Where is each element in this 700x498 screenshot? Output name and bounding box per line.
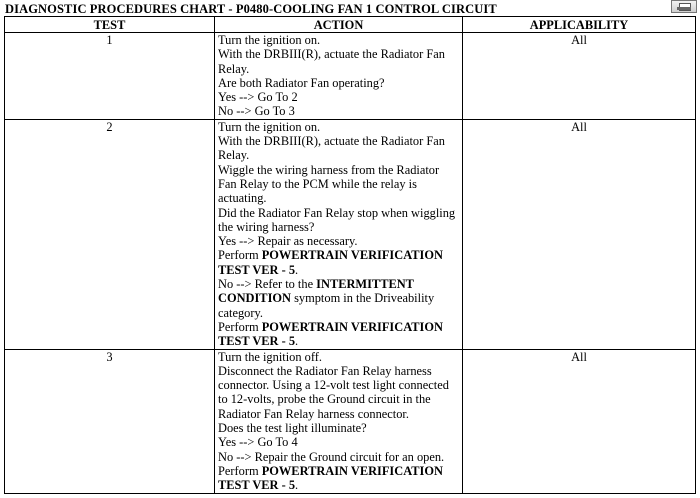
test-number: 1 — [5, 33, 215, 120]
action-step — [218, 248, 459, 277]
action-text: Wiggle the wiring harness from the Radiator Fan Relay to the PCM while the relay is actuating. — [218, 162, 440, 206]
action-cell — [215, 33, 463, 120]
action-step — [218, 234, 459, 248]
action-step — [218, 277, 459, 320]
action-text: With the DRBIII(R), actuate the Radiator Fan Relay. — [218, 47, 445, 76]
action-text: Yes --> Go To 2 — [218, 90, 298, 105]
table-row — [5, 119, 696, 349]
action-text: Yes --> Go To 4 — [218, 435, 298, 450]
action-text: Disconnect the Radiator Fan Relay harness connector. Using a 12-volt test light connected to 12-volts, probe the Ground circuit in the Radiator Fan Relay harness connector. — [218, 363, 449, 421]
table-row — [5, 349, 696, 493]
bold-reference: POWERTRAIN VERIFICATION TEST VER - 5 — [218, 463, 443, 493]
action-step — [218, 364, 459, 421]
action-text: symptom in the Driveability category. — [218, 291, 435, 320]
test-number: 2 — [5, 119, 215, 349]
action-text: Turn the ignition on. — [218, 119, 321, 134]
action-step — [218, 33, 459, 47]
action-text: . — [295, 334, 299, 349]
action-cell — [215, 349, 463, 493]
action-text: Perform — [218, 248, 262, 263]
action-text: Are both Radiator Fan operating? — [218, 75, 385, 90]
action-text: No --> Go To 3 — [218, 104, 295, 119]
action-text: No --> Refer to the — [218, 277, 317, 292]
action-cell — [215, 119, 463, 349]
action-text: Turn the ignition on. — [218, 33, 321, 47]
action-step — [218, 120, 459, 134]
applicability-cell: All — [463, 349, 696, 493]
bold-reference: POWERTRAIN VERIFICATION TEST VER - 5 — [218, 248, 443, 277]
bold-reference: INTERMITTENT CONDITION — [218, 277, 414, 306]
action-step — [218, 206, 459, 235]
applicability-column-header: APPLICABILITY — [463, 17, 696, 33]
action-text: No --> Repair the Ground circuit for an open. — [218, 449, 445, 464]
action-step — [218, 450, 459, 464]
applicability-cell: All — [463, 119, 696, 349]
action-step — [218, 76, 459, 90]
action-step — [218, 435, 459, 449]
action-text: Yes --> Repair as necessary. — [218, 234, 358, 249]
action-text: With the DRBIII(R), actuate the Radiator Fan Relay. — [218, 134, 445, 163]
action-text: . — [295, 262, 299, 277]
action-step — [218, 163, 459, 206]
action-step — [218, 350, 459, 364]
action-step — [218, 47, 459, 76]
action-text: Turn the ignition off. — [218, 349, 322, 364]
print-icon[interactable] — [671, 0, 697, 13]
action-text: Perform — [218, 463, 262, 478]
action-step — [218, 134, 459, 163]
header-row — [5, 17, 696, 33]
action-step — [218, 90, 459, 104]
bold-reference: POWERTRAIN VERIFICATION TEST VER - 5 — [218, 319, 443, 349]
action-column-header: ACTION — [215, 17, 463, 33]
action-step — [218, 464, 459, 493]
action-text: . — [295, 478, 299, 493]
action-text: Did the Radiator Fan Relay stop when wiggling the wiring harness? — [218, 205, 456, 234]
test-column-header: TEST — [5, 17, 215, 33]
diagnostic-procedures-table — [4, 16, 696, 494]
action-step — [218, 320, 459, 349]
action-step — [218, 421, 459, 435]
test-number: 3 — [5, 349, 215, 493]
action-step — [218, 104, 459, 118]
applicability-cell: All — [463, 33, 696, 120]
table-row — [5, 33, 696, 120]
action-text: Perform — [218, 319, 262, 334]
action-text: Does the test light illuminate? — [218, 421, 367, 436]
page-title: DIAGNOSTIC PROCEDURES CHART - P0480-COOLING FAN 1 CONTROL CIRCUIT — [5, 2, 497, 16]
